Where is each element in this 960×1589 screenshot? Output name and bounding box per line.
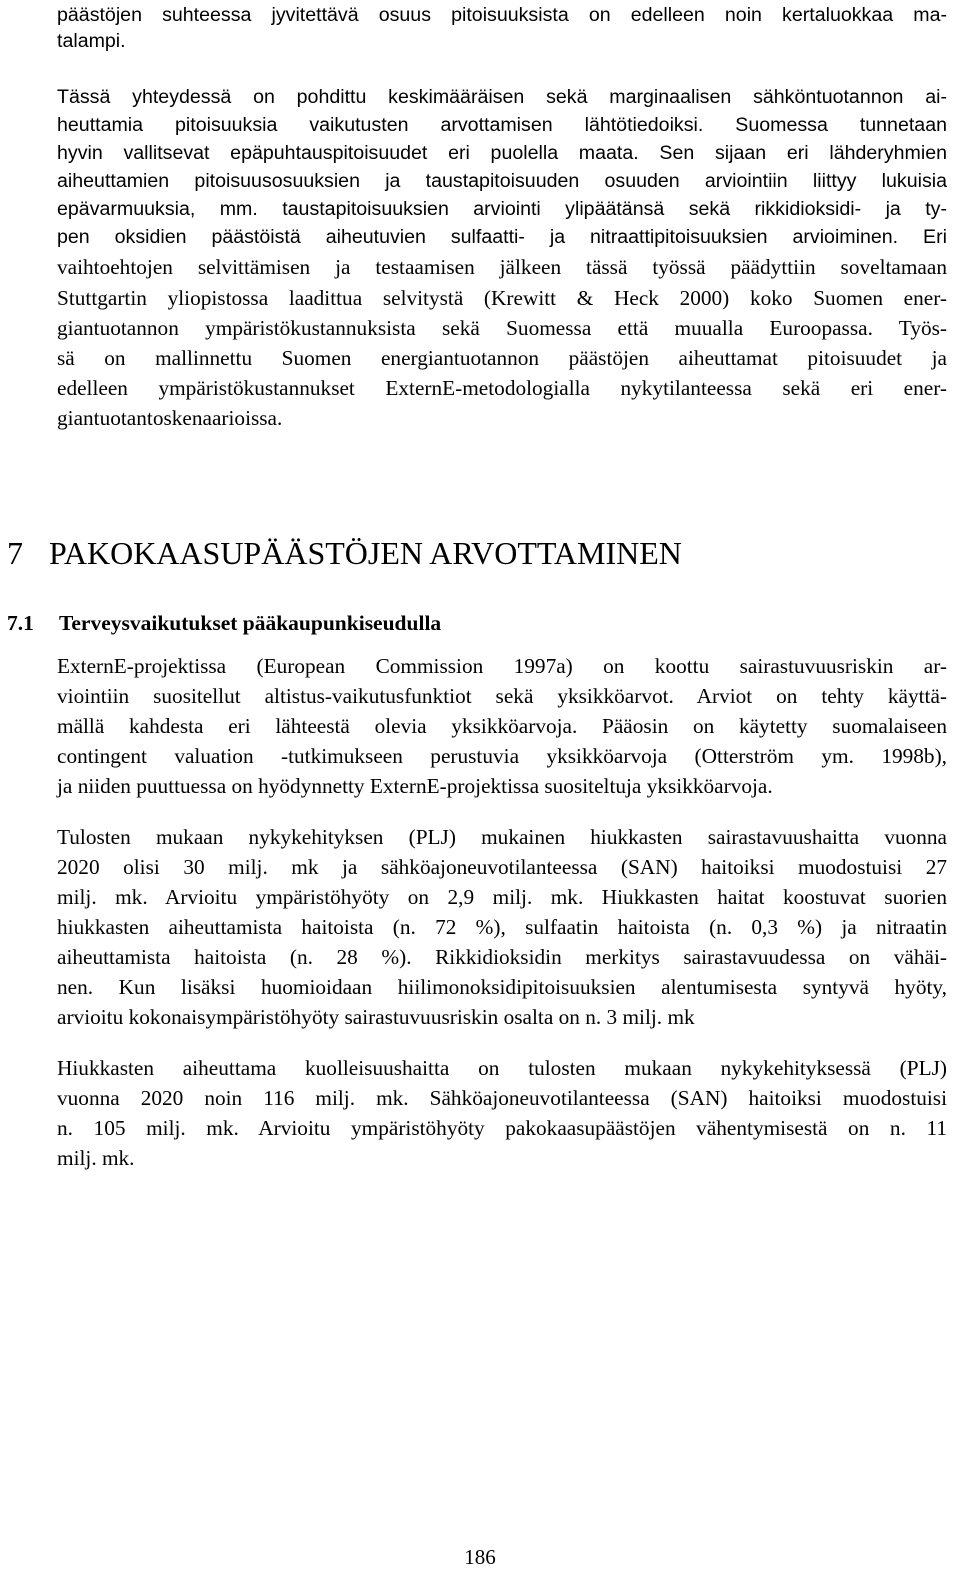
chapter-number: 7	[7, 535, 23, 571]
text-line: arvioitu kokonaisympäristöhyöty sairastuvuusriskin osalta on n. 3 milj. mk	[57, 1005, 695, 1029]
text-line: hyvin vallitsevat epäpuhtauspitoisuudet eri puolella maata. Sen sijaan eri lähderyhmien	[57, 142, 947, 164]
chapter-title: PAKOKAASUPÄÄSTÖJEN ARVOTTAMINEN	[49, 535, 682, 571]
text-line: 2020 olisi 30 milj. mk ja sähköajoneuvotilanteessa (SAN) haitoiksi muodostuisi 27	[57, 855, 947, 879]
text-line: ExternE-projektissa (European Commission 1997a) on koottu sairastuvuusriskin ar-	[57, 654, 947, 678]
text-line: vaihtoehtojen selvittämisen ja testaamisen jälkeen tässä työssä päädyttiin soveltamaan	[57, 255, 947, 279]
text-line: epävarmuuksia, mm. taustapitoisuuksien arviointi ylipäätänsä sekä rikkidioksidi- ja ty-	[57, 198, 947, 220]
text-line: Tässä yhteydessä on pohdittu keskimääräisen sekä marginaalisen sähköntuotannon ai-	[57, 86, 947, 108]
text-line: pen oksidien päästöistä aiheutuvien sulfaatti- ja nitraattipitoisuuksien arvioiminen. Eri	[57, 226, 947, 248]
section-number: 7.1	[7, 611, 34, 635]
text-line: Tulosten mukaan nykykehityksen (PLJ) mukainen hiukkasten sairastavuushaitta vuonna	[57, 825, 947, 849]
text-line: hiukkasten aiheuttamista haitoista (n. 72 %), sulfaatin haitoista (n. 0,3 %) ja nitraatin	[57, 915, 947, 939]
text-line: aiheuttamien pitoisuusosuuksien ja taustapitoisuuden osuuden arviointiin liittyy lukuisia	[57, 170, 947, 192]
text-line: giantuotantoskenaarioissa.	[57, 406, 283, 430]
text-line: Hiukkasten aiheuttama kuolleisuushaitta on tulosten mukaan nykykehityksessä (PLJ)	[57, 1056, 947, 1080]
text-line: contingent valuation -tutkimukseen perustuvia yksikköarvoja (Otterström ym. 1998b),	[57, 744, 947, 768]
text-line: ja niiden puuttuessa on hyödynnetty ExternE-projektissa suositeltuja yksikköarvoja.	[57, 774, 773, 798]
section-heading	[7, 608, 441, 638]
text-line: n. 105 milj. mk. Arvioitu ympäristöhyöty pakokaasupäästöjen vähentymisestä on n. 11	[57, 1116, 947, 1140]
text-line: edelleen ympäristökustannukset ExternE-metodologialla nykytilanteessa sekä eri ener-	[57, 376, 947, 400]
section-title: Terveysvaikutukset pääkaupunkiseudulla	[59, 611, 442, 635]
text-line: milj. mk. Arvioitu ympäristöhyöty on 2,9 milj. mk. Hiukkasten haitat koostuvat suorien	[57, 885, 947, 909]
text-line: heuttamia pitoisuuksia vaikutusten arvottamisen lähtötiedoiksi. Suomessa tunnetaan	[57, 114, 947, 136]
text-line: Stuttgartin yliopistossa laadittua selvitystä (Krewitt & Heck 2000) koko Suomen ener-	[57, 286, 947, 310]
text-line: mällä kahdesta eri lähteestä olevia yksikköarvoja. Pääosin on käytetty suomalaiseen	[57, 714, 947, 738]
text-line: vuonna 2020 noin 116 milj. mk. Sähköajoneuvotilanteessa (SAN) haitoiksi muodostuisi	[57, 1086, 947, 1110]
chapter-heading	[7, 533, 682, 573]
text-line: päästöjen suhteessa jyvitettävä osuus pitoisuuksista on edelleen noin kertaluokkaa ma-	[57, 4, 947, 26]
text-line: talampi.	[57, 30, 126, 52]
text-line: milj. mk.	[57, 1146, 135, 1170]
page-number: 186	[464, 1545, 496, 1569]
text-line: viointiin suositellut altistus-vaikutusfunktiot sekä yksikköarvot. Arviot on tehty käyttä-	[57, 684, 947, 708]
text-line: aiheuttamista haitoista (n. 28 %). Rikkidioksidin merkitys sairastavuudessa on vähäi-	[57, 945, 947, 969]
text-line: sä on mallinnettu Suomen energiantuotannon päästöjen aiheuttamat pitoisuudet ja	[57, 346, 947, 370]
text-line: nen. Kun lisäksi huomioidaan hiilimonoksidipitoisuuksien alentumisesta syntyvä hyöty,	[57, 975, 947, 999]
text-line: giantuotannon ympäristökustannuksista sekä Suomessa että muualla Euroopassa. Työs-	[57, 316, 947, 340]
